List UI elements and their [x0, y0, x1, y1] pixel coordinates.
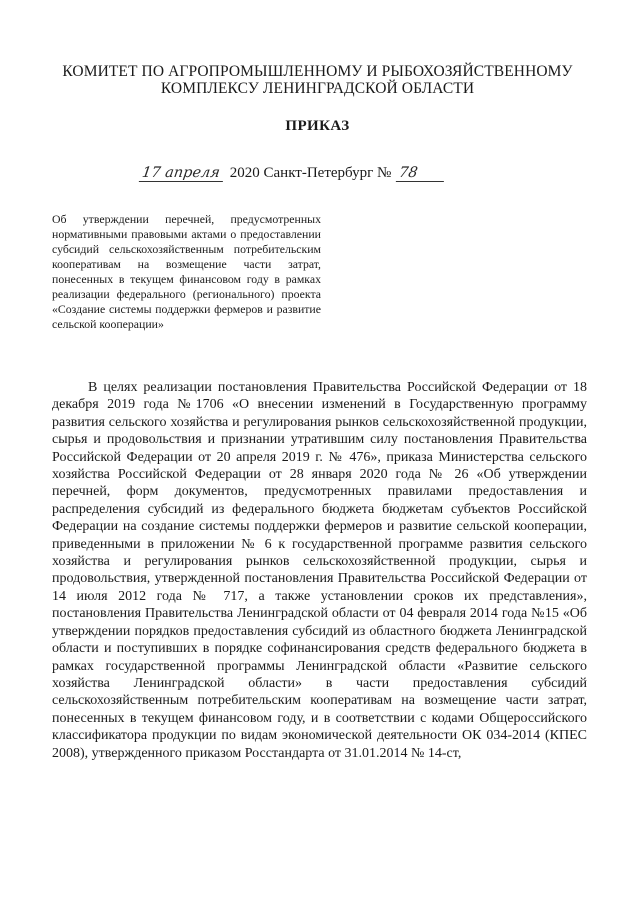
order-body-paragraph: В целях реализации постановления Правительства Российской Федерации от 18 декабря 2019 года №1706 «О внесении изменений в Государственную программу развития сельского хозяйства и регулирования рынков сельскохозяйственной продукции, сырья и продовольствия и признании утратившим силу постановления Правительства Российской Федерации от 20 апреля 2019 г. № 476», приказа Министерства сельского хозяйства Российской Федерации от 28 января 2020 года № 26 «Об утверждении перечней, форм документов, предусмотренных правилами предоставления и распределения субсидий из федерального бюджета бюджетам субъектов Российской Федерации на создание системы поддержки фермеров и развитие сельской кооперации, приведенными в приложении № 6 к государственной программе развития сельского хозяйства и регулирования рынков сельскохозяйственной продукции, сырья и продовольствия, утвержденной постановления Правительства Российской Федерации от 14 июля 2012 года № 717, а также установлении сроков их представления», постановления Правительства Ленинградской области от 04 февраля 2014 года №15 «Об утверждении порядков предоставления субсидий из областного бюджета Ленинградской области и поступивших в порядке софинансирования средств федерального бюджета в рамках государственной программы Ленинградской области «Развитие сельского хозяйства Ленинградской области» в части предоставления субсидий сельскохозяйственным потребительским кооперативам на возмещение части затрат, понесенных в текущем финансовом году, и в соответствии с кодами Общероссийского классификатора продукции по видам экономической деятельности ОК 034-2014 (КПЕС 2008), утвержденного приказом Росстандарта от 31.01.2014 № 14-ст, [52, 380, 587, 761]
year-city-label: 2020 Санкт-Петербург № [229, 165, 392, 181]
document-type-title: ПРИКАЗ [285, 118, 350, 134]
order-subject: Об утверждении перечней, предусмотренных нормативными правовыми актами о предоставлении субсидий сельскохозяйственным потребительским кооперативам на возмещение части затрат, понесенных в текущем финансовом году в рамках реализации федерального (регионального) проекта «Создание системы поддержки фермеров и развитие сельской кооперации» [52, 212, 321, 331]
org-name-line-1: КОМИТЕТ ПО АГРОПРОМЫШЛЕННОМУ И РЫБОХОЗЯЙСТВЕННОМУ [62, 63, 573, 80]
issuing-organization [40, 63, 595, 97]
org-name-line-2: КОМПЛЕКСУ ЛЕНИНГРАДСКОЙ ОБЛАСТИ [160, 80, 475, 97]
handwritten-order-number: 78 [396, 165, 446, 182]
dateline [140, 165, 445, 187]
handwritten-date: 17 апреля [139, 165, 225, 182]
